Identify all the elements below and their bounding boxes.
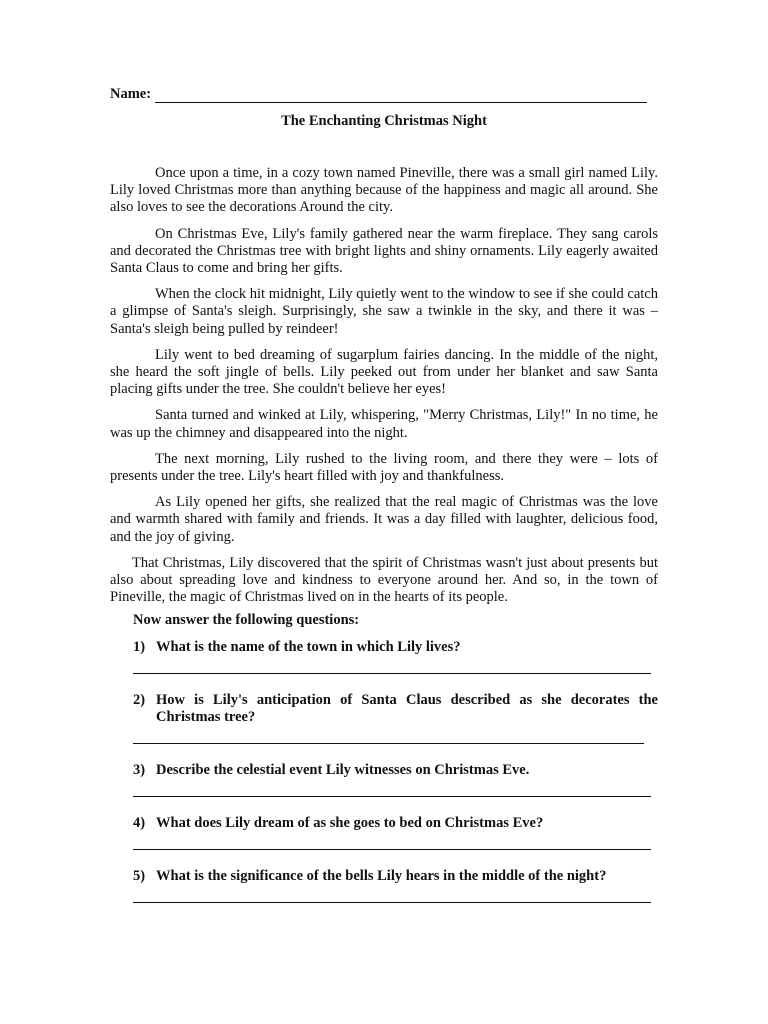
answer-line[interactable]: [133, 673, 651, 674]
story-paragraph: Once upon a time, in a cozy town named Pineville, there was a small girl named Lily. Lily loved Christmas more than anything because of the happiness and magic all around. She also loves to see the decorations Around the city.: [110, 165, 658, 216]
story-body: [110, 165, 658, 615]
name-field-row: [110, 86, 647, 103]
question-text: What is the name of the town in which Lily lives?: [156, 639, 461, 655]
answer-line[interactable]: [133, 849, 651, 850]
question-item: [133, 692, 658, 726]
question-text: What does Lily dream of as she goes to bed on Christmas Eve?: [156, 815, 544, 831]
question-text: How is Lily's anticipation of Santa Claus described as she decorates the Christmas tree?: [156, 692, 658, 725]
story-paragraph: That Christmas, Lily discovered that the spirit of Christmas wasn't just about presents but also about spreading love and kindness to everyone around her. And so, in the town of Pineville, the magic of Christmas lived on in the hearts of its people.: [110, 554, 658, 606]
question-number: 4): [133, 815, 146, 831]
question-text: Describe the celestial event Lily witnesses on Christmas Eve.: [156, 762, 530, 778]
answer-line[interactable]: [133, 743, 644, 744]
story-paragraph: On Christmas Eve, Lily's family gathered near the warm fireplace. They sang carols and decorated the Christmas tree with bright lights and shiny ornaments. Lily eagerly awaited Santa Claus to come and bring her gifts.: [110, 225, 658, 277]
story-paragraph: When the clock hit midnight, Lily quietly went to the window to see if she could catch a glimpse of Santa's sleigh. Surprisingly, she saw a twinkle in the sky, and there it was – Santa's sleigh being pulled by reindeer!: [110, 286, 658, 337]
questions-section: [133, 612, 658, 903]
name-blank-line[interactable]: [155, 88, 647, 103]
question-number: 3): [133, 762, 146, 778]
story-paragraph: As Lily opened her gifts, she realized that the real magic of Christmas was the love and warmth shared with family and friends. It was a day filled with laughter, delicious food, and the joy of giving.: [110, 494, 658, 545]
question-text: What is the significance of the bells Lily hears in the middle of the night?: [156, 868, 607, 884]
story-title: The Enchanting Christmas Night: [281, 113, 487, 129]
question-item: [133, 868, 658, 885]
questions-header: Now answer the following questions:: [133, 612, 360, 628]
question-item: [133, 639, 658, 656]
question-number: 5): [133, 868, 146, 884]
question-item: [133, 815, 658, 832]
question-item: [133, 762, 658, 779]
name-label: Name:: [110, 86, 152, 102]
question-number: 2): [133, 692, 146, 708]
story-paragraph: Santa turned and winked at Lily, whispering, "Merry Christmas, Lily!" In no time, he was up the chimney and disappeared into the night.: [110, 407, 658, 441]
question-number: 1): [133, 639, 146, 655]
answer-line[interactable]: [133, 902, 651, 903]
story-paragraph: The next morning, Lily rushed to the living room, and there they were – lots of presents under the tree. Lily's heart filled with joy and thankfulness.: [110, 450, 658, 485]
story-paragraph: Lily went to bed dreaming of sugarplum fairies dancing. In the middle of the night, she heard the soft jingle of bells. Lily peeked out from under her blanket and saw Santa placing gifts under the tree. She couldn't believe her eyes!: [110, 346, 658, 398]
answer-line[interactable]: [133, 796, 651, 797]
